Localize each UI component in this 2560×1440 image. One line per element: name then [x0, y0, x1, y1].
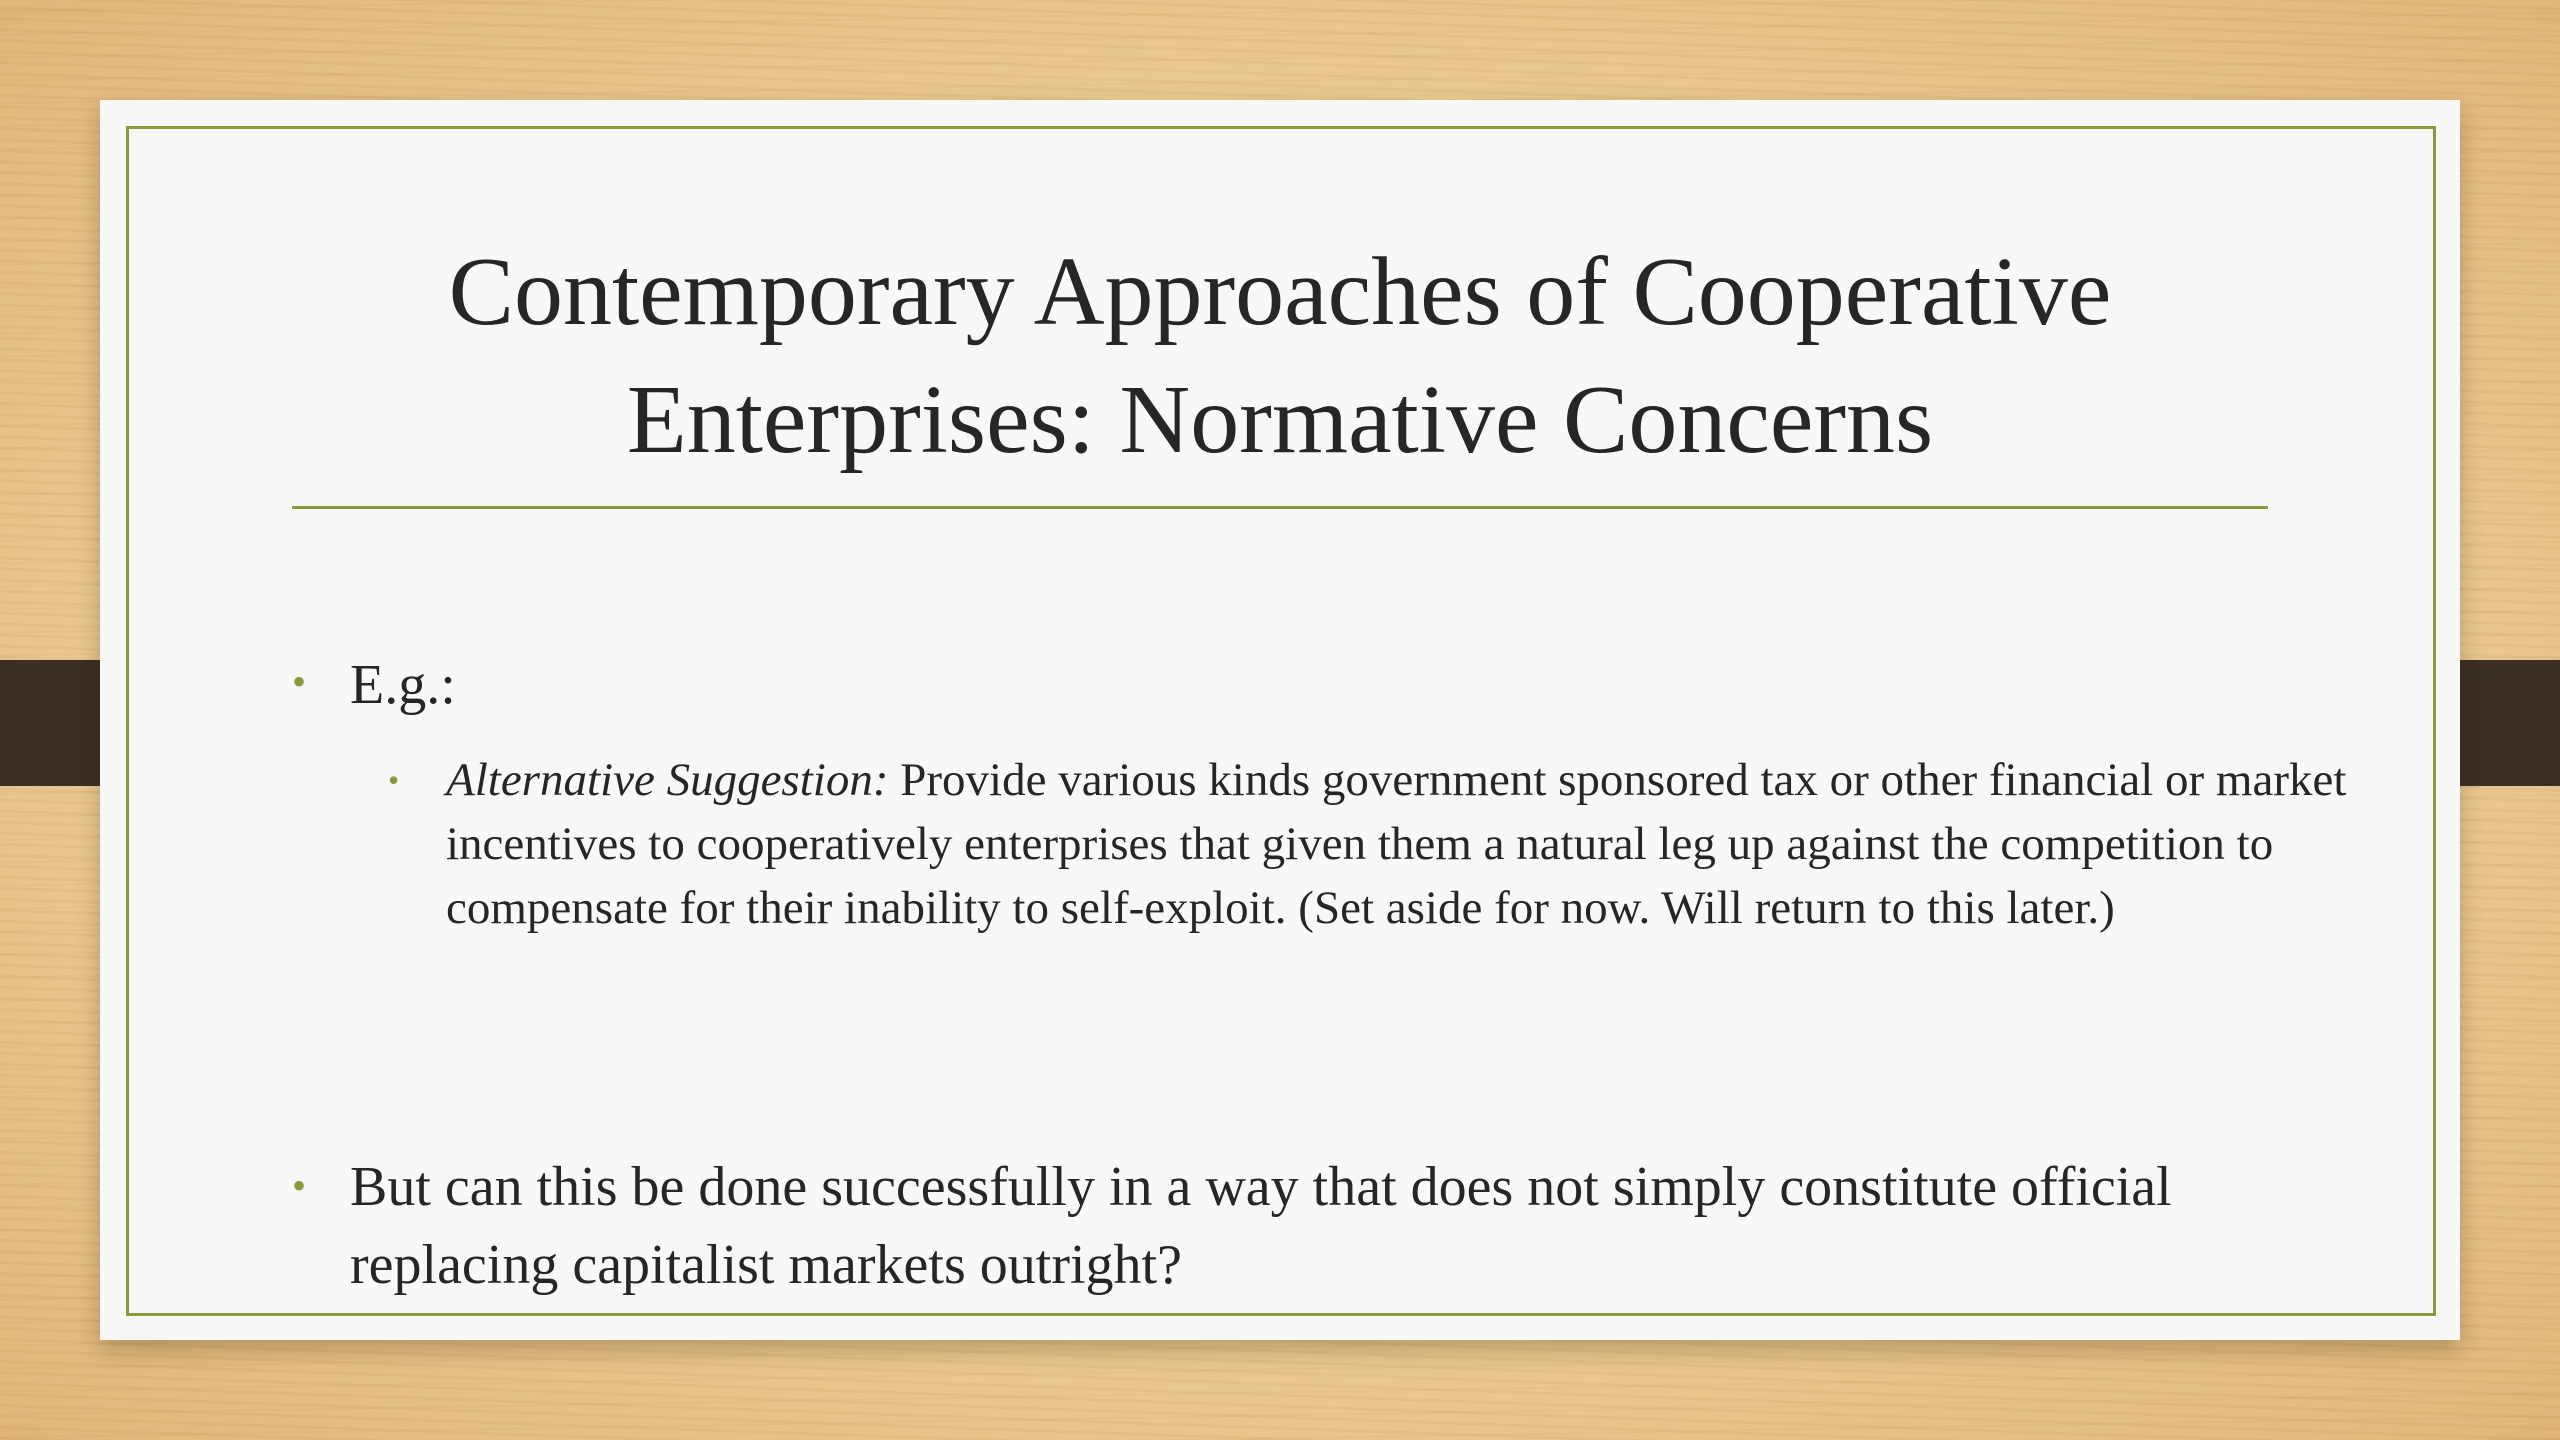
sub-bullet-dot-icon: • [388, 762, 400, 798]
slide-title [100, 228, 2460, 484]
slide-title-line-2: Enterprises: Normative Concerns [626, 366, 1934, 474]
sub-bullet-alternative-suggestion [446, 748, 2366, 940]
bullet-item-eg: E.g.: [350, 654, 456, 716]
sub-bullet-text: Provide various kinds government sponsored tax or other financial or market incentives to cooperatively enterprises that given them a natural leg up against the competition to compensate for their inability to self-exploit. (Set aside for now. Will return to this later.) [446, 754, 2347, 934]
title-divider [292, 506, 2268, 509]
slide-canvas [100, 100, 2460, 1340]
bullet-dot-icon: • [292, 659, 307, 704]
sub-bullet-lead: Alternative Suggestion: [446, 754, 889, 806]
bullet-item-question: But can this be done successfully in a way that does not simply constitute official replacing capitalist markets outright? [350, 1156, 2172, 1296]
slide-title-line-1: Contemporary Approaches of Cooperative [448, 238, 2112, 346]
bullet-dot-icon: • [292, 1163, 307, 1208]
